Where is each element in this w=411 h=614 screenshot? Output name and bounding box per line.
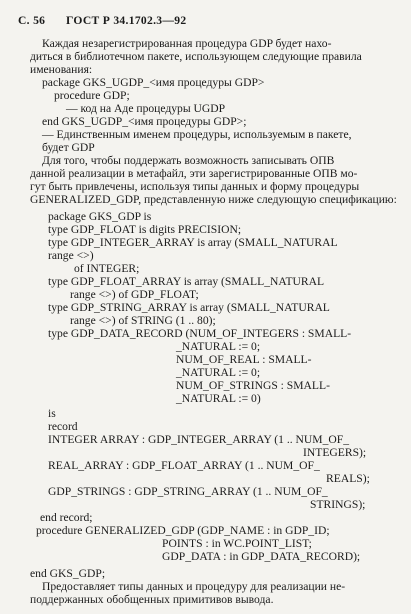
- text-line: end record;: [40, 511, 93, 524]
- text-line: будет GDP: [42, 141, 95, 154]
- text-line: procedure GENERALIZED_GDP (GDP_NAME : in GDP_ID;: [36, 524, 330, 537]
- text-line: поддержанных обобщенных примитивов вывода.: [30, 593, 274, 606]
- text-line: REAL_ARRAY : GDP_FLOAT_ARRAY (1 .. NUM_OF_: [48, 459, 320, 472]
- text-line: REALS);: [326, 472, 370, 485]
- text-line: — код на Аде процедуры UGDP: [66, 102, 226, 115]
- text-line: range <>): [48, 249, 94, 262]
- text-line: Для того, чтобы поддержать возможность записывать ОПВ: [42, 154, 335, 167]
- text-line: type GDP_STRING_ARRAY is array (SMALL_NATURAL: [48, 301, 330, 314]
- text-line: type GDP_INTEGER_ARRAY is array (SMALL_NATURAL: [48, 236, 338, 249]
- text-line: record: [48, 420, 78, 433]
- text-line: package GKS_GDP is: [48, 210, 152, 223]
- text-line: end GKS_UGDP_<имя процедуры GDP>;: [42, 115, 247, 128]
- text-line: _NATURAL := 0;: [176, 366, 261, 379]
- text-line: STRINGS);: [310, 498, 366, 511]
- text-line: type GDP_FLOAT is digits PRECISION;: [48, 223, 242, 236]
- text-line: end GKS_GDP;: [30, 567, 106, 580]
- text-line: is: [48, 407, 56, 420]
- text-line: NUM_OF_STRINGS : SMALL-: [176, 379, 330, 392]
- text-line: _NATURAL := 0): [176, 392, 261, 405]
- text-line: GENERALIZED_GDP, представленную ниже следующую спецификацию:: [30, 193, 397, 206]
- text-line: _NATURAL := 0;: [176, 340, 261, 353]
- text-line: NUM_OF_REAL : SMALL-: [176, 353, 312, 366]
- text-line: данной реализации в метафайл, эти зарегистрированные ОПВ мо-: [30, 167, 358, 180]
- text-line: INTEGERS);: [303, 446, 367, 459]
- text-line: Предоставляет типы данных и процедуру для реализации не-: [42, 580, 346, 593]
- text-line: GDP_STRINGS : GDP_STRING_ARRAY (1 .. NUM_OF_: [48, 485, 328, 498]
- standard-designation: ГОСТ Р 34.1702.3—92: [66, 14, 187, 27]
- text-line: type GDP_DATA_RECORD (NUM_OF_INTEGERS : SMALL-: [48, 327, 352, 340]
- text-line: procedure GDP;: [54, 89, 130, 102]
- text-line: INTEGER ARRAY : GDP_INTEGER_ARRAY (1 .. NUM_OF_: [48, 433, 350, 446]
- text-line: package GKS_UGDP_<имя процедуры GDP>: [42, 76, 265, 89]
- text-line: именования:: [30, 63, 93, 76]
- page-number: С. 56: [18, 14, 46, 27]
- text-line: type GDP_FLOAT_ARRAY is array (SMALL_NATURAL: [48, 275, 325, 288]
- text-line: range <>) of GDP_FLOAT;: [70, 288, 199, 301]
- text-line: POINTS : in WC.POINT_LIST;: [162, 537, 312, 550]
- text-line: of INTEGER;: [74, 262, 140, 275]
- text-line: гут быть привлечены, используя типы данных и форму процедуры: [30, 180, 360, 193]
- text-line: — Единственным именем процедуры, используемым в пакете,: [42, 128, 352, 141]
- text-line: Каждая незарегистрированная процедура GDP будет нахо-: [42, 37, 332, 50]
- text-line: GDP_DATA : in GDP_DATA_RECORD);: [162, 550, 361, 563]
- text-line: диться в библиотечном пакете, использующем следующие правила: [30, 50, 362, 63]
- text-line: range <>) of STRING (1 .. 80);: [70, 314, 216, 327]
